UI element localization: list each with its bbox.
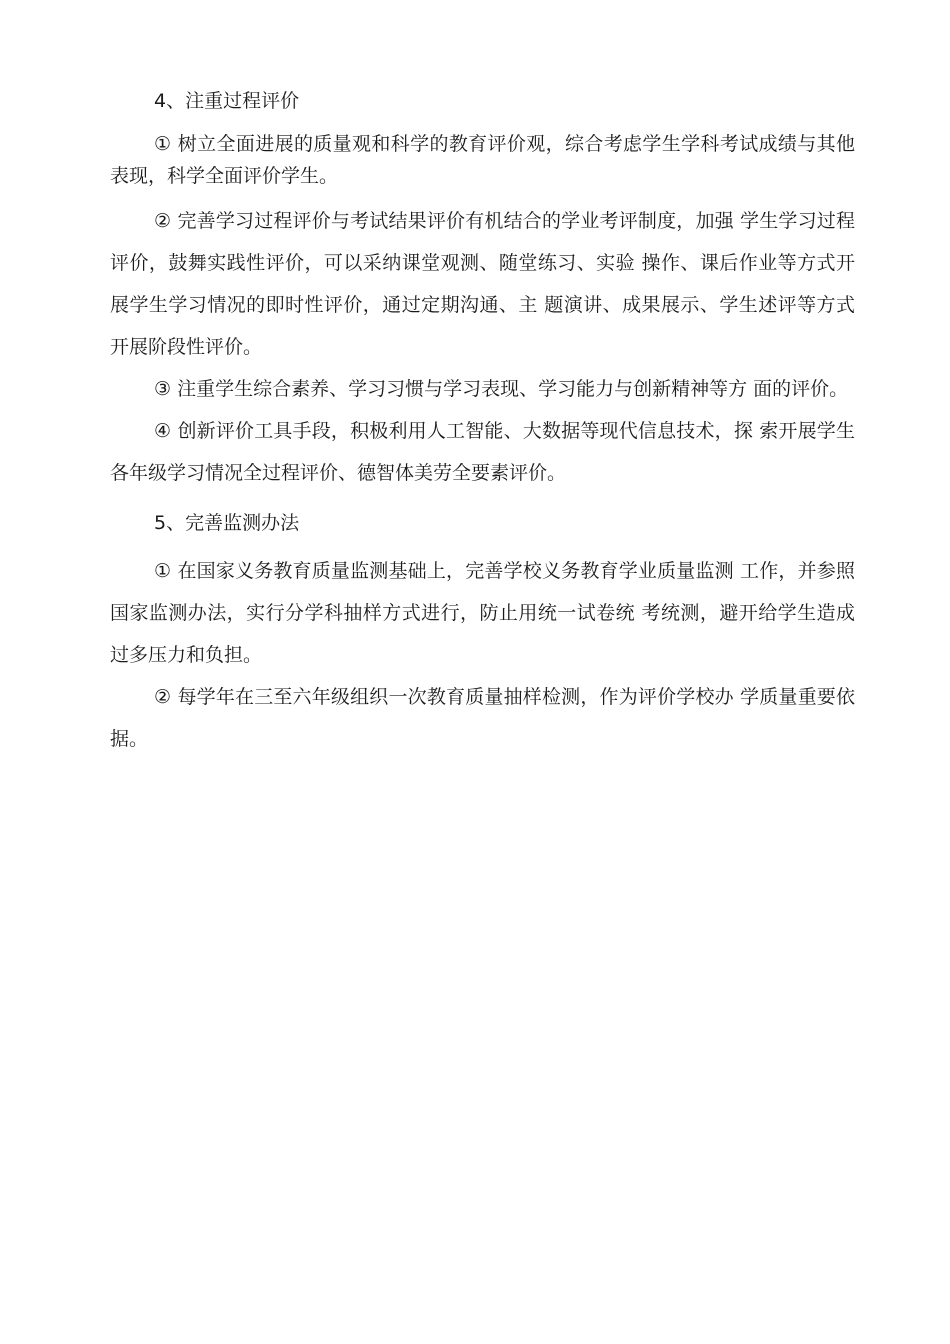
paragraph: ① 树立全面进展的质量观和科学的教育评价观，综合考虑学生学科考试成绩与其他表现，科学全面评价学生。: [110, 133, 855, 187]
section-4: [110, 86, 855, 494]
document-page: [110, 86, 855, 760]
paragraph: ④ 创新评价工具手段，积极利用人工智能、大数据等现代信息技术，探 索开展学生各年级学习情况全过程评价、德智体美劳全要素评价。: [110, 420, 855, 484]
section-5: [110, 508, 855, 760]
section-spacer: [110, 494, 855, 508]
section-heading: 5、完善监测办法: [154, 512, 300, 534]
paragraph: ① 在国家义务教育质量监测基础上，完善学校义务教育学业质量监测 工作，并参照国家监测办法，实行分学科抽样方式进行，防止用统一试卷统 考统测，避开给学生造成过多压力和负担。: [110, 560, 855, 666]
paragraph: ② 每学年在三至六年级组织一次教育质量抽样检测，作为评价学校办 学质量重要依据。: [110, 686, 855, 750]
section-heading: 4、注重过程评价: [154, 90, 300, 112]
paragraph: ③ 注重学生综合素养、学习习惯与学习表现、学习能力与创新精神等方 面的评价。: [154, 378, 849, 400]
paragraph: ② 完善学习过程评价与考试结果评价有机结合的学业考评制度，加强 学生学习过程评价，鼓舞实践性评价，可以采纳课堂观测、随堂练习、实验 操作、课后作业等方式开展学生学习情况的即时性评价，通过定期沟通、主 题演讲、成果展示、学生述评等方式开展阶段性评价。: [110, 210, 855, 358]
